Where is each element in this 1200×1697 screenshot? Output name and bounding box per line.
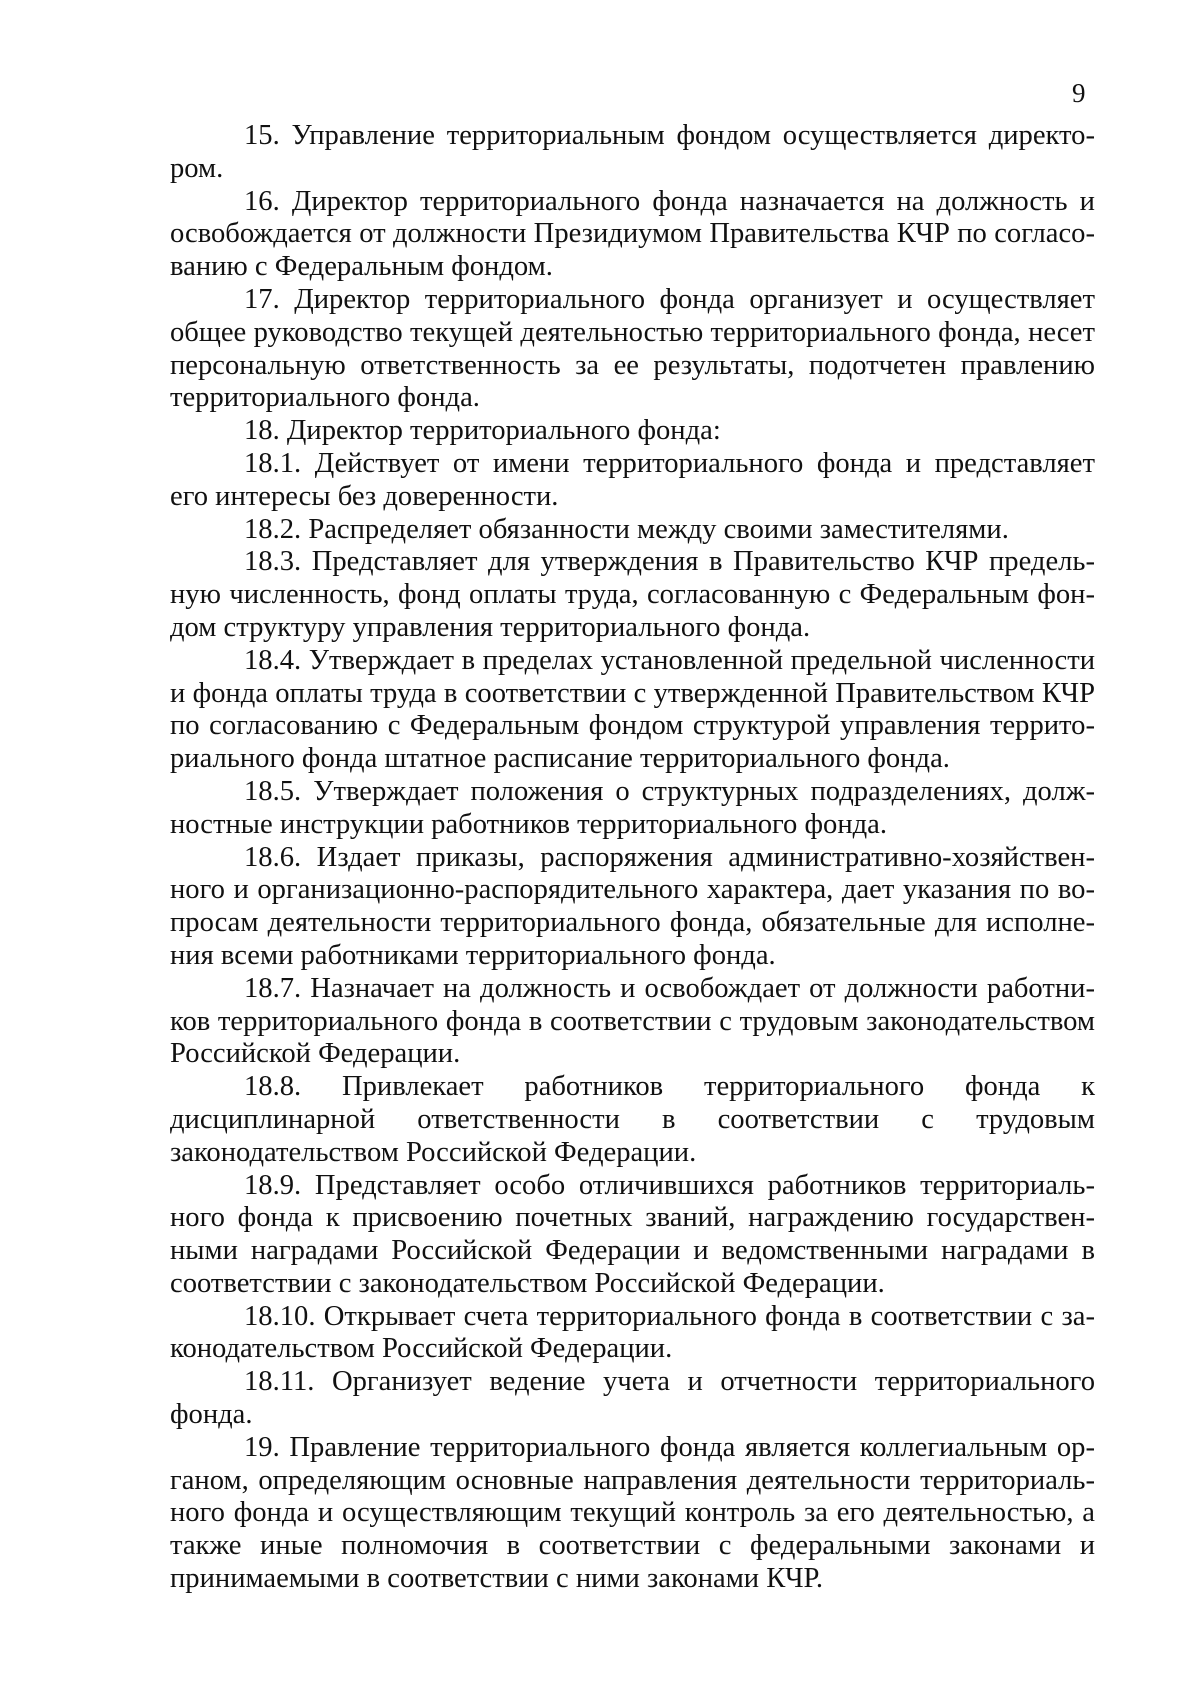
paragraph-15: 15. Управление территориальным фондом осуществляется директором. xyxy=(170,120,1095,184)
paragraph-18: 18. Директор территориального фонда: xyxy=(244,415,721,447)
page-number: 9 xyxy=(1072,78,1086,108)
paragraph-18-3: 18.3. Представляет для утверждения в Правительство КЧР предельную численность, фонд оплаты труда, согласованную с Федеральным фондом структуру управления территориального фонда. xyxy=(170,546,1095,643)
paragraph-16: 16. Директор территориального фонда назначается на должность и освобождается от должности Президиумом Правительства КЧР по согласованию с Федеральным фондом. xyxy=(170,185,1095,283)
paragraph-18-11: 18.11. Организует ведение учета и отчетности территориального фонда. xyxy=(170,1366,1095,1431)
paragraph-19: 19. Правление территориального фонда является коллегиальным органом, определяющим основные направления деятельности территориального фонда и осуществляющим текущий контроль за его деятельностью, а также иные полномочия в соответствии с федеральными законами и принимаемыми в соответствии с ними законами КЧР. xyxy=(170,1431,1095,1595)
paragraph-18-2: 18.2. Распределяет обязанности между своими заместителями. xyxy=(244,513,1009,545)
document-body xyxy=(170,120,1095,1596)
paragraph-17: 17. Директор территориального фонда организует и осуществляет общее руководство текущей деятельностью территориального фонда, несет персональную ответственность за ее результаты, подотчетен правлению территориального фонда. xyxy=(170,283,1095,414)
paragraph-18-9: 18.9. Представляет особо отличившихся работников территориального фонда к присвоению почетных званий, награждению государственными наградами Российской Федерации и ведомственными наградами в соответствии с законодательством Российской Федерации. xyxy=(170,1169,1095,1299)
paragraph-18-7: 18.7. Назначает на должность и освобождает от должности работников территориального фонда в соответствии с трудовым законодательством Российской Федерации. xyxy=(170,972,1095,1070)
paragraph-18-1: 18.1. Действует от имени территориального фонда и представляет его интересы без доверенности. xyxy=(170,447,1095,512)
paragraph-18-4: 18.4. Утверждает в пределах установленной предельной численности и фонда оплаты труда в соответствии с утвержденной Правительством КЧР по согласованию с Федеральным фондом структурой управления территориального фонда штатное расписание территориального фонда. xyxy=(170,644,1095,775)
paragraph-18-5: 18.5. Утверждает положения о структурных подразделениях, должностные инструкции работников территориального фонда. xyxy=(170,775,1095,840)
paragraph-18-10: 18.10. Открывает счета территориального фонда в соответствии с законодательством Российской Федерации. xyxy=(170,1300,1095,1365)
paragraph-18-8: 18.8. Привлекает работников территориального фонда к дисциплинарной ответственности в соответствии с трудовым законодательством Российской Федерации. xyxy=(170,1071,1095,1168)
paragraph-18-6: 18.6. Издает приказы, распоряжения административно-хозяйственного и организационно-распорядительного характера, дает указания по вопросам деятельности территориального фонда, обязательные для исполнения всеми работниками территориального фонда. xyxy=(170,841,1095,971)
